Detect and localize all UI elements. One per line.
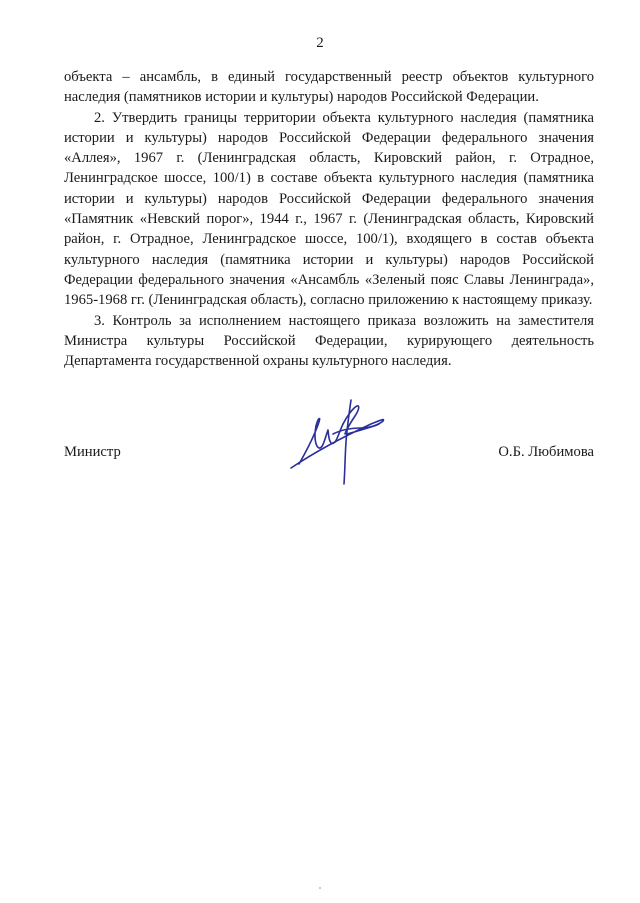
signer-name: О.Б. Любимова [498, 444, 594, 460]
scan-speck [319, 887, 321, 889]
page-number: 2 [316, 35, 324, 51]
handwritten-signature [285, 394, 390, 486]
paragraph-item-2: 2. Утвердить границы территории объекта культурного наследия (памятника истории и культуры) народов Российской Федерации федерального значения «Аллея», 1967 г. (Ленинградская область, Кировский район, г. Отрадное, Ленинградское шоссе, 100/1) в составе объекта культурного наследия (памятника истории и культуры) народов Российской Федерации федерального значения «Памятник «Невский порог», 1944 г., 1967 г. (Ленинградская область, Кировский район, г. Отрадное, Ленинградское шоссе, 100/1), входящего в состав объекта культурного наследия (памятника истории и культуры) народов Российской Федерации федерального значения «Ансамбль «Зеленый пояс Славы Ленинграда», 1965-1968 гг. (Ленинградская область), согласно приложению к настоящему приказу. [64, 109, 594, 309]
signer-title: Министр [64, 444, 121, 460]
document-body [64, 67, 594, 371]
paragraph-item-3: 3. Контроль за исполнением настоящего приказа возложить на заместителя Министра культуры Российской Федерации, курирующего деятельность Департамента государственной охраны культурного наследия. [64, 312, 594, 370]
paragraph-continuation: объекта – ансамбль, в единый государственный реестр объектов культурного наследия (памятников истории и культуры) народов Российской Федерации. [64, 69, 594, 106]
